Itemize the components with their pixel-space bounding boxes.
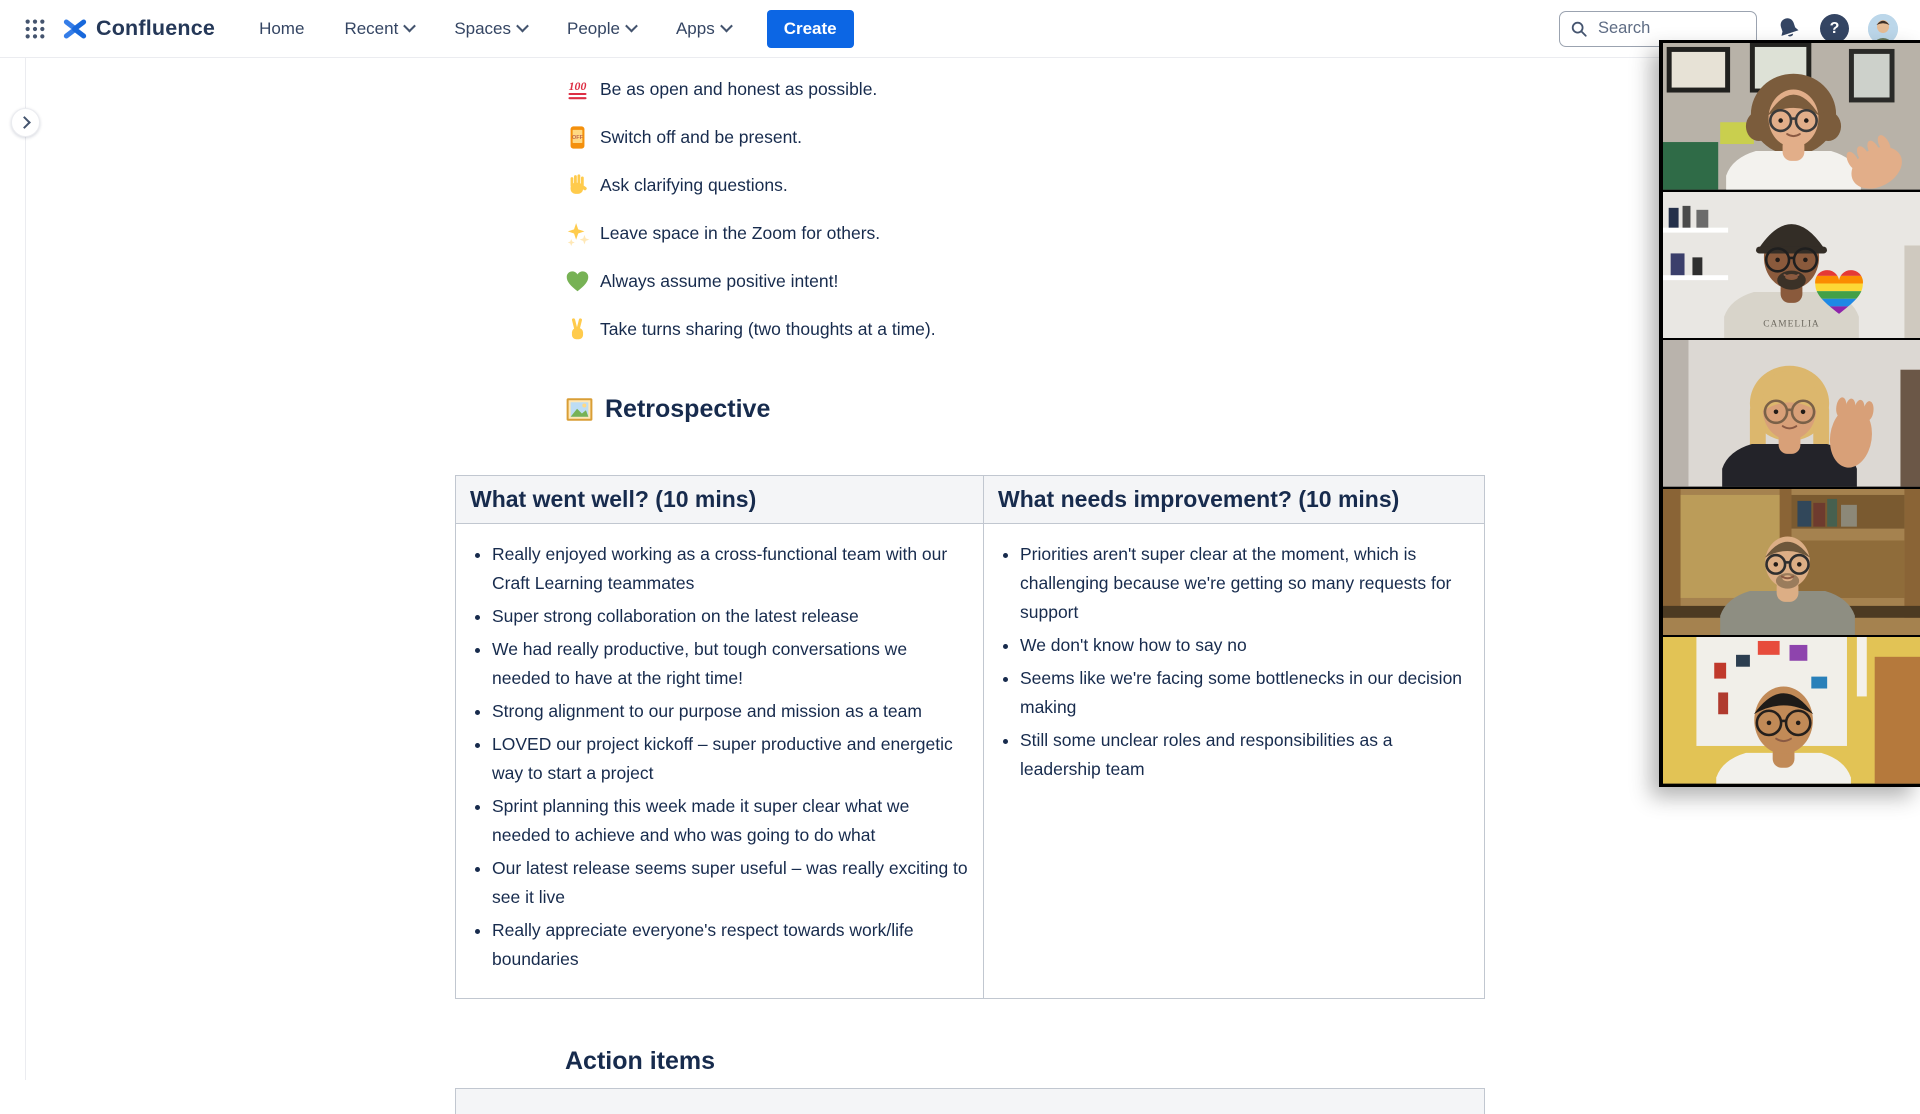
search-input[interactable] <box>1596 18 1746 39</box>
sidebar-expand-button[interactable] <box>11 108 40 137</box>
confluence-logo[interactable] <box>62 16 215 42</box>
create-button[interactable]: Create <box>767 10 854 48</box>
agreement-item: Take turns sharing (two thoughts at a time). <box>565 316 1485 342</box>
mobile-off-icon <box>565 125 590 150</box>
retro-table-header-went-well: What went well? (10 mins) <box>456 476 984 524</box>
participant-tile[interactable] <box>1663 192 1920 339</box>
table-bullet-item: • Super strong collaboration on the latest release <box>492 602 969 631</box>
agreement-item: Leave space in the Zoom for others. <box>565 220 1485 246</box>
action-items-heading: Action items <box>565 1047 716 1075</box>
agreement-item: Switch off and be present. <box>565 124 1485 150</box>
user-avatar[interactable] <box>1868 14 1898 44</box>
agreement-item: Be as open and honest as possible. <box>565 76 1485 102</box>
table-bullet-item: • Sprint planning this week made it super clear what we needed to achieve and who was going to do what <box>492 792 969 850</box>
participant-tile[interactable] <box>1663 43 1920 190</box>
table-bullet-item: • Really appreciate everyone's respect towards work/life boundaries <box>492 916 969 974</box>
page-content <box>455 58 1485 1114</box>
working-agreements-list <box>565 76 1485 342</box>
went-well-cell <box>456 524 984 999</box>
table-bullet-item: • Priorities aren't super clear at the moment, which is challenging because we're getting so many requests for support <box>1020 540 1470 627</box>
table-bullet-item: • Still some unclear roles and responsibilities as a leadership team <box>1020 726 1470 784</box>
chevron-right-icon <box>18 116 31 129</box>
notifications-button[interactable] <box>1776 16 1801 41</box>
table-bullet-item: • We had really productive, but tough conversations we needed to have at the right time! <box>492 635 969 693</box>
needs-improvement-cell <box>984 524 1485 999</box>
green-heart-icon <box>565 269 590 294</box>
next-table-top-edge <box>455 1088 1485 1114</box>
table-bullet-item: • Really enjoyed working as a cross-functional team with our Craft Learning teammates <box>492 540 969 598</box>
participant-tile[interactable] <box>1663 340 1920 487</box>
sparkles-icon <box>565 221 590 246</box>
primary-nav <box>259 19 731 39</box>
retrospective-heading-text: Retrospective <box>605 394 771 423</box>
grid-icon <box>24 18 46 40</box>
top-nav <box>0 0 1920 58</box>
help-icon: ? <box>1820 14 1849 43</box>
table-bullet-item: • Strong alignment to our purpose and mission as a team <box>492 697 969 726</box>
needs-improvement-list <box>998 540 1470 784</box>
table-bullet-item: • We don't know how to say no <box>1020 631 1470 660</box>
table-bullet-item: • Our latest release seems super useful – was really exciting to see it live <box>492 854 969 912</box>
nav-item[interactable]: Home <box>259 18 305 38</box>
brand-wordmark: Confluence <box>96 16 216 40</box>
retro-table-header-needs-improvement: What needs improvement? (10 mins) <box>984 476 1485 524</box>
video-call-panel <box>1659 40 1920 787</box>
agreement-item: Ask clarifying questions. <box>565 172 1485 198</box>
nav-item[interactable]: Apps <box>676 19 731 39</box>
search-icon <box>1570 20 1588 38</box>
table-bullet-item: • LOVED our project kickoff – super productive and energetic way to start a project <box>492 730 969 788</box>
agreement-item: Always assume positive intent! <box>565 268 1485 294</box>
avatar-photo-icon <box>1868 14 1898 44</box>
raised-hand-icon <box>565 173 590 198</box>
table-bullet-item: • Seems like we're facing some bottlenecks in our decision making <box>1020 664 1470 722</box>
nav-item[interactable]: Recent <box>344 19 414 39</box>
chevron-down-icon <box>625 19 638 32</box>
went-well-list <box>470 540 969 974</box>
participant-tile[interactable] <box>1663 489 1920 636</box>
victory-hand-icon <box>565 317 590 342</box>
chevron-down-icon <box>720 19 733 32</box>
confluence-logo-icon <box>62 16 88 42</box>
framed-picture-icon <box>565 395 594 424</box>
app-switcher-button[interactable] <box>20 14 50 44</box>
retrospective-heading <box>565 392 1485 426</box>
nav-item[interactable]: Spaces <box>454 19 527 39</box>
retro-table <box>455 475 1485 999</box>
chevron-down-icon <box>403 19 416 32</box>
chevron-down-icon <box>516 19 529 32</box>
svg-text:CAMELLIA: CAMELLIA <box>1763 319 1820 330</box>
sidebar-divider <box>25 58 26 1080</box>
participant-tile[interactable] <box>1663 637 1920 784</box>
hundred-points-icon <box>565 77 590 102</box>
nav-item[interactable]: People <box>567 19 636 39</box>
help-button[interactable] <box>1820 14 1849 43</box>
